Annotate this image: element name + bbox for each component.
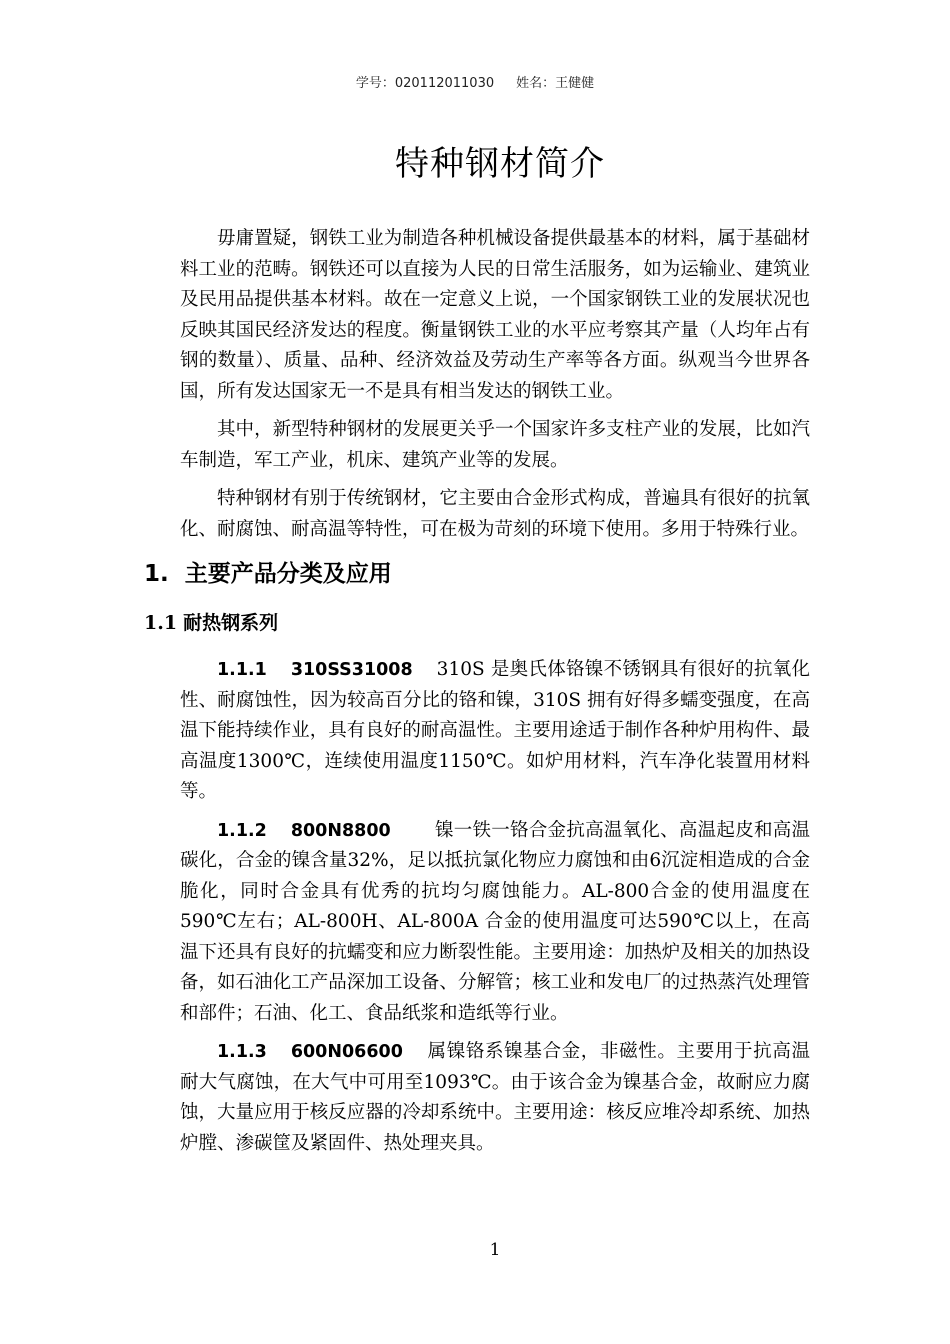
item-number: 1.1.1 (217, 660, 267, 680)
item-code: 310SS31008 (290, 660, 413, 680)
section-heading-1 (144, 553, 810, 595)
subsection-heading-1-1 (144, 603, 810, 643)
item-1-1-2 (180, 816, 810, 1030)
page-header (0, 72, 950, 91)
subsection-number: 1.1 (144, 612, 178, 634)
student-name: 姓名：王健健 (516, 76, 595, 91)
item-number: 1.1.2 (217, 820, 267, 841)
section-title: 主要产品分类及应用 (184, 561, 392, 587)
item-text: 镍一铁一铬合金抗高温氧化、高温起皮和高温碳化，合金的镍含量32%，足以抵抗氯化物应力腐蚀和由6沉淀相造成的合金脆化，同时合金具有优秀的抗均匀腐蚀能力。AL-800合金的使用温度在590℃左右；AL-800H、AL-800A 合金的使用温度可达590℃以上，在高温下还具有良好的抗蠕变和应力断裂性能。主要用途：加热炉及相关的加热设备，如石油化工产品深加工设备、分解管；核工业和发电厂的过热蒸汽处理管和部件；石油、化工、食品纸浆和造纸等行业。 (180, 819, 810, 1024)
document-body (144, 224, 810, 1167)
section-number: 1. (144, 561, 169, 587)
item-number: 1.1.3 (217, 1042, 267, 1062)
item-code: 600N06600 (290, 1042, 403, 1062)
intro-paragraph-2: 其中，新型特种钢材的发展更关乎一个国家许多支柱产业的发展，比如汽车制造，军工产业，机床、建筑产业等的发展。 (180, 419, 810, 471)
item-1-1-3 (180, 1037, 810, 1159)
subsection-title: 耐热钢系列 (183, 612, 279, 634)
student-id: 学号：020112011030 (355, 76, 495, 91)
item-code: 800N8800 (290, 820, 391, 841)
intro-paragraph-3: 特种钢材有别于传统钢材，它主要由合金形式构成，普遍具有很好的抗氧化、耐腐蚀、耐高温等特性，可在极为苛刻的环境下使用。多用于特殊行业。 (180, 488, 810, 540)
intro-paragraph-1: 毋庸置疑，钢铁工业为制造各种机械设备提供最基本的材料，属于基础材料工业的范畴。钢铁还可以直接为人民的日常生活服务，如为运输业、建筑业及民用品提供基本材料。故在一定意义上说，一个国家钢铁工业的发展状况也反映其国民经济发达的程度。衡量钢铁工业的水平应考察其产量（人均年占有钢的数量）、质量、品种、经济效益及劳动生产率等各方面。纵观当今世界各国，所有发达国家无一不是具有相当发达的钢铁工业。 (180, 228, 810, 402)
document-title: 特种钢材简介 (395, 144, 605, 184)
item-1-1-1 (180, 655, 810, 808)
item-text: 310S 是奥氏体铬镍不锈钢具有很好的抗氧化性、耐腐蚀性，因为较高百分比的铬和镍，310S 拥有好得多蠕变强度，在高温下能持续作业，具有良好的耐高温性。主要用途适于制作各种炉用构件、最高温度1300℃，连续使用温度1150℃。如炉用材料，汽车净化装置用材料等。 (180, 659, 810, 802)
item-text: 属镍铬系镍基合金，非磁性。主要用于抗高温耐大气腐蚀，在大气中可用至1093℃。由于该合金为镍基合金，故耐应力腐蚀，大量应用于核反应器的冷却系统中。主要用途：核反应堆冷却系统、加热炉膛、渗碳筐及紧固件、热处理夹具。 (180, 1041, 810, 1154)
page-number: 1 (489, 1240, 501, 1260)
